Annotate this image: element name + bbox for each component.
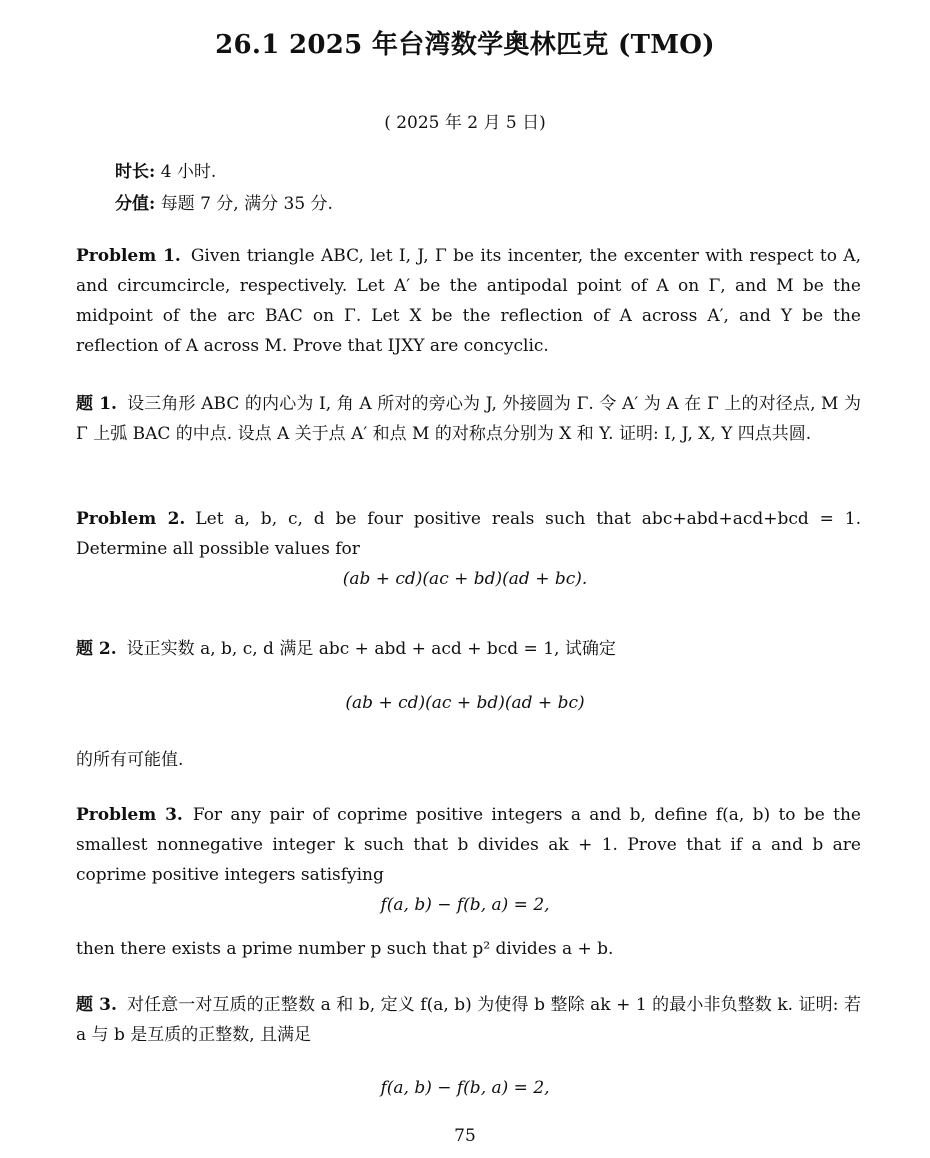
problem-3-text: For any pair of coprime positive integers a and b, define f(a, b) to be the smallest nonnegative integer k such that b divides ak + 1. Prove that if a and b are coprime positive integers satisfying <box>76 805 861 885</box>
problem-3-zh-formula: f(a, b) − f(b, a) = 2, <box>380 1078 550 1098</box>
problem-2-english <box>76 504 861 564</box>
problem-3-zh-label: 题 3. <box>76 995 117 1015</box>
problem-3-chinese <box>76 990 861 1050</box>
section-title: 26.1 2025 年台湾数学奥林匹克 (TMO) <box>215 30 715 60</box>
problem-1-chinese <box>76 389 861 449</box>
problem-2-label: Problem 2. <box>76 509 186 529</box>
exam-date: ( 2025 年 2 月 5 日) <box>384 113 546 133</box>
score-label: 分值: <box>115 194 156 214</box>
problem-2-chinese <box>76 634 861 664</box>
problem-2-zh-formula: (ab + cd)(ac + bd)(ad + bc) <box>345 693 585 713</box>
problem-3-label: Problem 3. <box>76 805 183 825</box>
problem-2-zh-tail: 的所有可能值. <box>76 750 184 770</box>
problem-1-english <box>76 241 861 361</box>
problem-2-zh-text: 设正实数 a, b, c, d 满足 abc + abd + acd + bcd = 1, 试确定 <box>126 639 616 659</box>
problem-3-zh-text: 对任意一对互质的正整数 a 和 b, 定义 f(a, b) 为使得 b 整除 ak + 1 的最小非负整数 k. 证明: 若 a 与 b 是互质的正整数, 且满足 <box>76 995 862 1045</box>
problem-3-tail: then there exists a prime number p such that p² divides a + b. <box>76 939 614 959</box>
duration-label: 时长: <box>115 162 156 182</box>
problem-3-english <box>76 800 861 890</box>
problem-1-zh-label: 题 1. <box>76 394 117 414</box>
duration-value: 4 小时. <box>160 162 217 182</box>
problem-2-text: Let a, b, c, d be four positive reals such that abc+abd+acd+bcd = 1. Determine all possible values for <box>76 509 861 559</box>
problem-1-zh-text: 设三角形 ABC 的内心为 I, 角 A 所对的旁心为 J, 外接圆为 Γ. 令 A′ 为 A 在 Γ 上的对径点, M 为 Γ 上弧 BAC 的中点. 设点 A 关于点 A′ 和点 M 的对称点分别为 X 和 Y. 证明: I, J, X, Y 四点共圆. <box>76 394 861 444</box>
page-number: 75 <box>454 1126 476 1146</box>
score-value: 每题 7 分, 满分 35 分. <box>160 194 333 214</box>
problem-1-label: Problem 1. <box>76 246 181 266</box>
problem-1-text: Given triangle ABC, let I, J, Γ be its incenter, the excenter with respect to A, and circumcircle, respectively. Let A′ be the antipodal point of A on Γ, and M be the midpoint of the arc BAC on Γ. Let X be the reflection of A across A′, and Y be the reflection of A across M. Prove that IJXY are concyclic. <box>76 246 861 356</box>
problem-3-formula: f(a, b) − f(b, a) = 2, <box>380 895 550 915</box>
problem-2-zh-label: 题 2. <box>76 639 117 659</box>
problem-2-formula: (ab + cd)(ac + bd)(ad + bc). <box>342 569 588 589</box>
score-line <box>115 189 333 214</box>
duration-line <box>115 157 216 182</box>
